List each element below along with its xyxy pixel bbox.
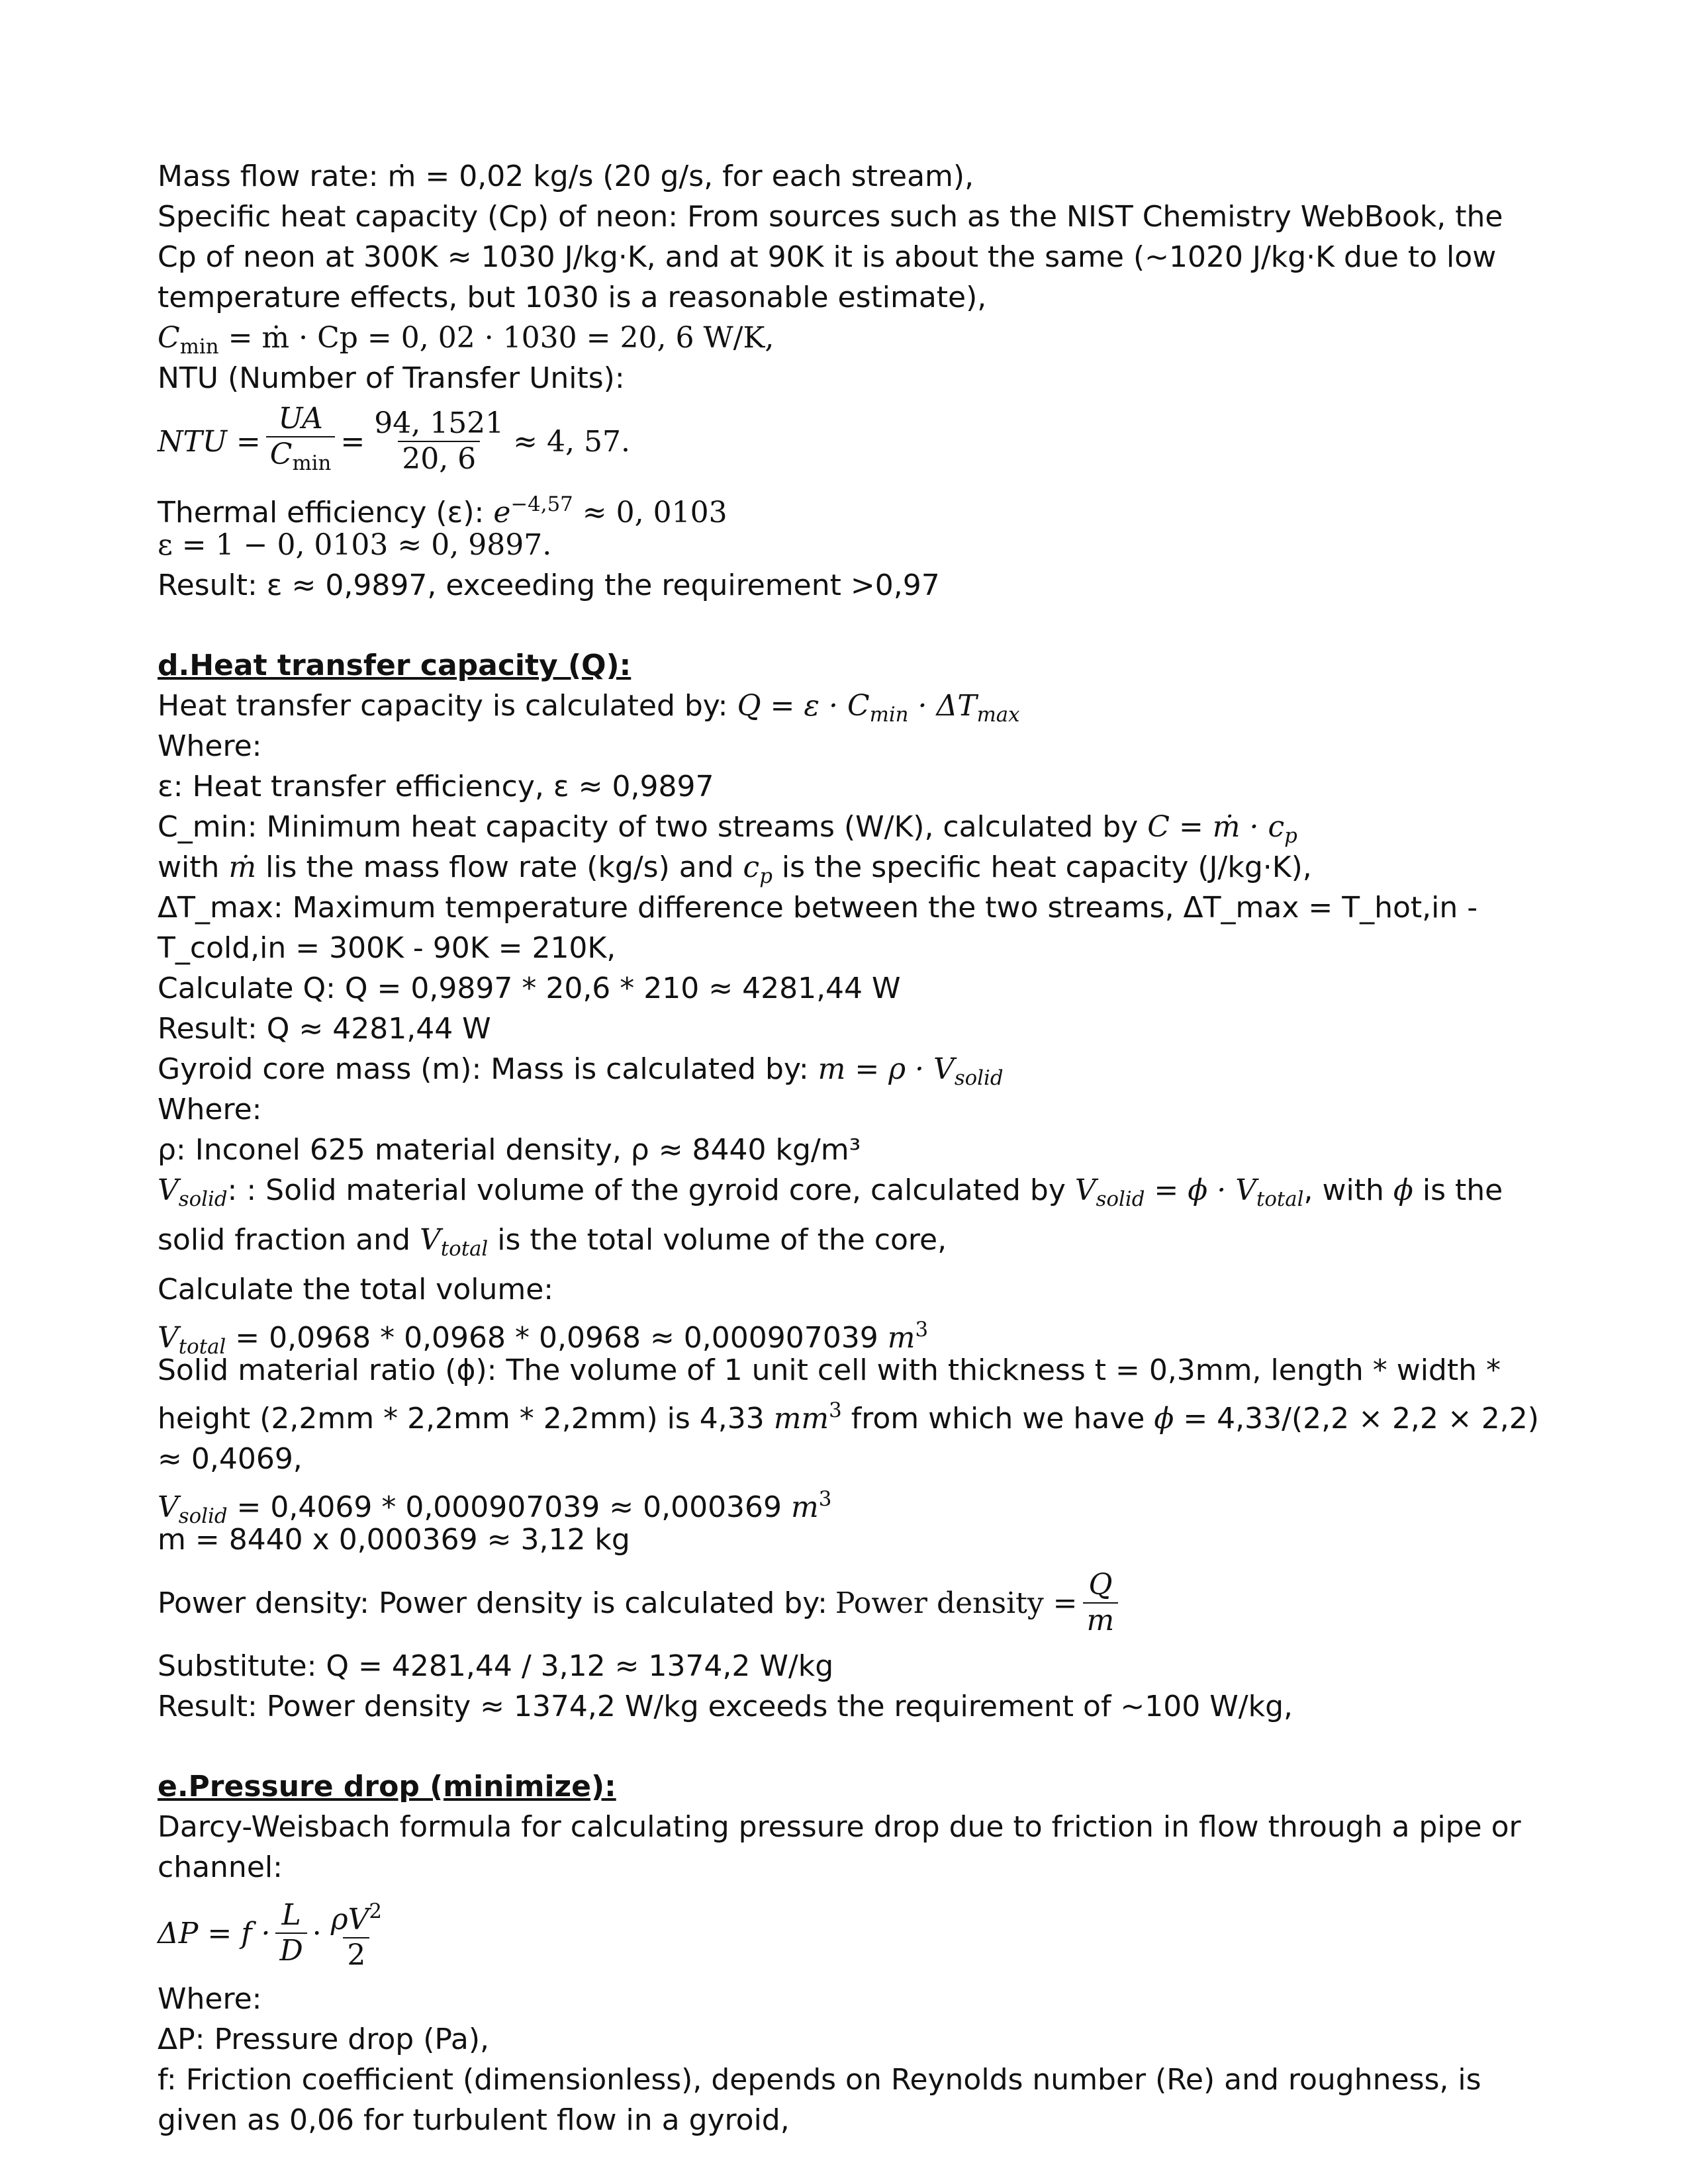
ntu-frac1-numerator: UA — [278, 402, 323, 436]
vsolid-line-unit-sup: 3 — [818, 1487, 832, 1512]
efficiency-exp-value: ≈ 0, 0103 — [582, 495, 727, 529]
ntu-equation — [158, 398, 1541, 484]
ntu-lhs: NTU = — [158, 424, 261, 459]
vsolid-calculation — [158, 1479, 1541, 1529]
with-text-1: with — [158, 850, 220, 884]
cmin-def-formula-sub: p — [1284, 824, 1297, 848]
cmin-symbol: C — [158, 321, 180, 355]
vtotal-symbol: V — [420, 1223, 441, 1257]
dp-frac1-numerator: L — [281, 1898, 301, 1933]
phi-symbol-2: ϕ — [1154, 1402, 1174, 1436]
q-formula-line — [158, 686, 1541, 726]
vsolid-formula: V — [1074, 1173, 1096, 1207]
phi-text-3: = 4,33/(2,2 × 2,2 × 2,2) ≈ 0,4069, — [158, 1402, 1539, 1477]
efficiency-calc: ε = 1 − 0, 0103 ≈ 0, 9897. — [158, 528, 552, 562]
mass-calculation: m = 8440 x 0,000369 ≈ 3,12 kg — [158, 1523, 630, 1557]
pd-substitute: Substitute: Q = 4281,44 / 3,12 ≈ 1374,2 W/kg — [158, 1649, 834, 1684]
dp-frac1-denominator: D — [275, 1933, 306, 1968]
dp-lhs: ΔP = f · — [158, 1916, 271, 1950]
mass-formula: m = ρ · V — [818, 1052, 955, 1086]
vtotal-line-unit-sup: 3 — [915, 1318, 929, 1342]
vtotal-line-unit: m — [887, 1321, 915, 1355]
pd-numerator: Q — [1088, 1568, 1113, 1602]
dp-fraction-rho-v2 — [327, 1894, 386, 1973]
with-text-2: lis the mass flow rate (kg/s) and — [265, 850, 734, 884]
pd-fraction — [1083, 1568, 1119, 1638]
efficiency-exp-base: e — [493, 495, 511, 529]
cmin-def-text: C_min: Minimum heat capacity of two streams (W/K), calculated by — [158, 810, 1139, 844]
cmin-value: = ṁ · Cp = 0, 02 · 1030 = 20, 6 W/K, — [228, 321, 774, 355]
with-text-3: is the specific heat capacity (J/kg·K), — [781, 850, 1312, 884]
efficiency-result: Result: ε ≈ 0,9897, exceeding the requirement >0,97 — [158, 569, 940, 602]
where-label-2: Where: — [158, 1093, 262, 1126]
ntu-frac2-numerator: 94, 1521 — [374, 406, 504, 440]
vsolid-text-4: is the total volume of the core, — [497, 1223, 947, 1257]
q-calculation: Calculate Q: Q = 0,9897 * 20,6 * 210 ≈ 4281,44 W — [158, 972, 901, 1005]
phi-unit-sup: 3 — [829, 1398, 842, 1423]
pd-intro: Power density: Power density is calculated by: — [158, 1586, 827, 1620]
vsolid-definition — [158, 1170, 1541, 1269]
vsolid-line-unit: m — [791, 1490, 819, 1525]
q-formula: Q = ε · C — [737, 689, 870, 723]
q-intro: Heat transfer capacity is calculated by: — [158, 689, 728, 723]
ntu-frac1-denominator: C — [269, 437, 293, 472]
rho-definition: ρ: Inconel 625 material density, ρ ≈ 8440 kg/m³ — [158, 1133, 861, 1167]
ntu-fraction-ua-cmin — [266, 402, 336, 480]
ntu-frac1-denominator-sub: min — [292, 451, 332, 476]
where-label: Where: — [158, 729, 262, 763]
vtotal-symbol-sub: total — [440, 1237, 489, 1261]
epsilon-definition: ε: Heat transfer efficiency, ε ≈ 0,9897 — [158, 770, 714, 803]
phi-ratio-paragraph — [158, 1350, 1541, 1479]
calc-total-volume-label: Calculate the total volume: — [158, 1273, 554, 1307]
phi-text-2: from which we have — [851, 1402, 1145, 1436]
document-body — [158, 156, 1541, 2140]
mass-formula-line — [158, 1049, 1541, 1089]
vtotal-line-symbol: V — [158, 1321, 179, 1355]
vsolid-line-sub: solid — [178, 1504, 228, 1529]
dp-frac2-denominator: 2 — [343, 1937, 369, 1973]
q-formula-mid: · ΔT — [908, 689, 977, 723]
dp-dot: · — [312, 1916, 322, 1950]
mass-flow-line: Mass flow rate: ṁ = 0,02 kg/s (20 g/s, for each stream), — [158, 159, 974, 193]
phi-unit: mm — [773, 1402, 829, 1436]
vtotal-line-sub: total — [178, 1335, 226, 1359]
efficiency-label: Thermal efficiency (ε): — [158, 495, 485, 529]
pd-result: Result: Power density ≈ 1374,2 W/kg exceeds the requirement of ~100 W/kg, — [158, 1690, 1293, 1724]
vsolid-formula-mid: = ϕ · V — [1145, 1173, 1257, 1207]
vsolid-line-value: = 0,4069 * 0,000907039 ≈ 0,000369 — [236, 1490, 782, 1525]
dp-fraction-l-d — [275, 1898, 306, 1968]
vsolid-symbol-sub: solid — [178, 1187, 228, 1212]
mass-formula-sub: solid — [954, 1066, 1004, 1091]
darcy-intro: Darcy-Weisbach formula for calculating pressure drop due to friction in flow through a pipe or channel: — [158, 1810, 1521, 1885]
where-label-3: Where: — [158, 1982, 262, 2017]
vtotal-line-value: = 0,0968 * 0,0968 * 0,0968 ≈ 0,000907039 — [235, 1321, 878, 1355]
dp-frac2-numerator-sup: 2 — [369, 1899, 383, 1923]
ntu-title: NTU (Number of Transfer Units): — [158, 361, 625, 395]
vsolid-text-3: is the solid fraction and — [158, 1173, 1503, 1257]
vsolid-symbol: V — [158, 1173, 179, 1207]
cp-symbol: c — [743, 850, 760, 884]
power-density-formula-line — [158, 1560, 1541, 1646]
vtotal-calculation — [158, 1310, 1541, 1359]
pd-formula-lhs: Power density = — [835, 1586, 1078, 1620]
m-dot-symbol: ṁ — [228, 850, 257, 884]
ntu-frac2-denominator: 20, 6 — [398, 441, 480, 477]
cmin-equation — [158, 318, 1541, 358]
q-formula-sub: min — [869, 703, 909, 727]
q-result: Result: Q ≈ 4281,44 W — [158, 1012, 491, 1046]
cmin-def-formula: C = ṁ · c — [1147, 810, 1285, 844]
section-e-heading: e.Pressure drop (minimize): — [158, 1770, 616, 1804]
efficiency-line — [158, 484, 1541, 529]
mass-intro: Gyroid core mass (m): Mass is calculated by: — [158, 1052, 809, 1086]
cmin-definition — [158, 807, 1541, 847]
dtmax-definition: ΔT_max: Maximum temperature difference between the two streams, ΔT_max = T_hot,in - T_cold,in = 300K - 90K = 210K, — [158, 891, 1478, 965]
ntu-fraction-values — [370, 406, 508, 477]
mass-flow-definition — [158, 847, 1541, 887]
pd-denominator: m — [1083, 1602, 1119, 1638]
vsolid-formula-sub: solid — [1096, 1187, 1145, 1212]
ntu-equals: = — [340, 424, 365, 459]
section-d-heading: d.Heat transfer capacity (Q): — [158, 649, 632, 682]
dp-definition: ΔP: Pressure drop (Pa), — [158, 2023, 490, 2057]
darcy-equation — [158, 1888, 1541, 1979]
friction-definition: f: Friction coefficient (dimensionless), depends on Reynolds number (Re) and roughness, is given as 0,06 for turbulent flow in a gyroid, — [158, 2063, 1481, 2138]
vsolid-text-2: , with — [1303, 1173, 1384, 1207]
efficiency-exp-power: −4,57 — [510, 492, 573, 516]
q-formula-sub2: max — [976, 703, 1020, 727]
cmin-subscript: min — [179, 335, 219, 359]
ntu-result: ≈ 4, 57. — [513, 424, 630, 459]
dp-frac2-numerator: ρV — [330, 1902, 369, 1936]
vsolid-line-symbol: V — [158, 1490, 179, 1525]
phi-symbol: ϕ — [1393, 1173, 1413, 1207]
phi-text-1: Solid material ratio (ϕ): The volume of 1 unit cell with thickness t = 0,3mm, length * width * height (2,2mm * 2,2mm * 2,2mm) is 4,33 — [158, 1353, 1501, 1436]
vsolid-text-1: : : Solid material volume of the gyroid core, calculated by — [227, 1173, 1066, 1207]
cp-symbol-sub: p — [759, 864, 773, 889]
cp-neon-paragraph: Specific heat capacity (Cp) of neon: From sources such as the NIST Chemistry WebBook, the Cp of neon at 300K ≈ 1030 J/kg·K, and at 90K it is about the same (~1020 J/kg·K due to low temperature effects, but 1030 is a reasonable estimate), — [158, 200, 1503, 314]
vsolid-formula-sub2: total — [1256, 1187, 1304, 1212]
